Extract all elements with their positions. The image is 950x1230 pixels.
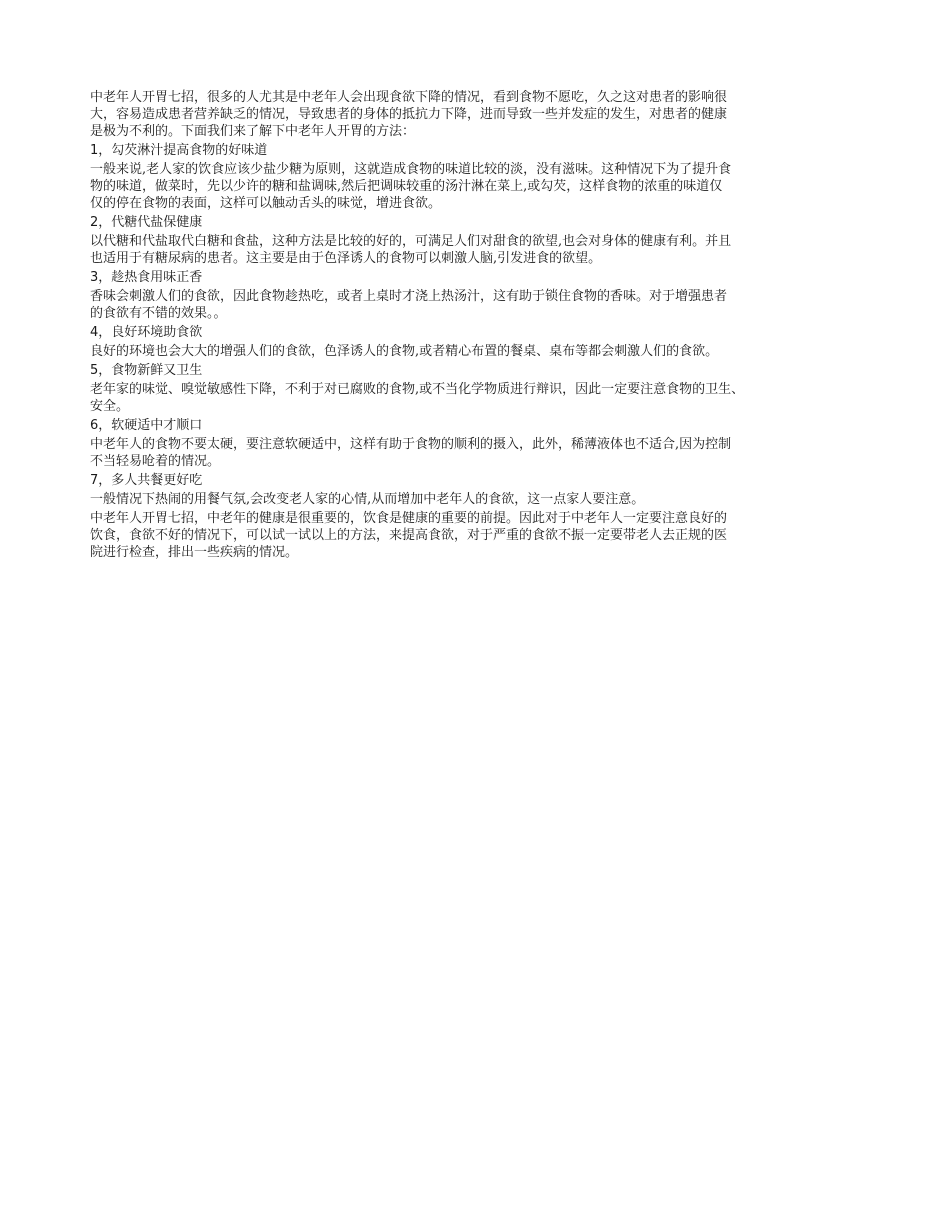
section-body-5: 老年家的味觉、嗅觉敏感性下降，不利于对已腐败的食物,或不当化学物质进行辩识，因此一定要注意食物的卫生、 安全。 [90, 382, 745, 414]
section-heading-2: 2，代糖代盐保健康 [90, 215, 203, 230]
section-body-3: 香味会刺激人们的食欲，因此食物趁热吃，或者上桌时才浇上热汤汁，这有助于锁住食物的香味。对于增强患者 的食欲有不错的效果。。 [90, 289, 728, 321]
section-heading-7: 7，多人共餐更好吃 [90, 473, 203, 488]
section-heading-4: 4，良好环境助食欲 [90, 325, 203, 340]
section-heading-5: 5，食物新鲜又卫生 [90, 363, 203, 378]
section-heading-3: 3，趁热食用味正香 [90, 270, 203, 285]
section-body-6: 中老年人的食物不要太硬，要注意软硬适中，这样有助于食物的顺利的摄入，此外，稀薄液体也不适合,因为控制 不当轻易呛着的情况。 [90, 437, 732, 469]
document-page [90, 89, 875, 563]
conclusion-paragraph: 中老年人开胃七招，中老年的健康是很重要的，饮食是健康的重要的前提。因此对于中老年人一定要注意良好的 饮食，食欲不好的情况下，可以试一试以上的方法，来提高食欲，对于严重的食欲不振一定要带老人去正规的医 院进行检查，排出一些疾病的情况。 [90, 511, 728, 560]
section-heading-6: 6，软硬适中才顺口 [90, 418, 203, 433]
section-heading-1: 1，勾芡淋汁提高食物的好味道 [90, 143, 268, 158]
section-body-1: 一般来说,老人家的饮食应该少盐少糖为原则，这就造成食物的味道比较的淡，没有滋味。这种情况下为了提升食 物的味道，做菜时，先以少许的糖和盐调味,然后把调味较重的汤汁淋在菜上,或勾芡，这样食物的浓重的味道仅 仅的停在食物的表面，这样可以触动舌头的味觉，增进食欲。 [90, 162, 732, 211]
section-body-7: 一般情况下热闹的用餐气氛,会改变老人家的心情,从而增加中老年人的食欲，这一点家人要注意。 [90, 492, 645, 507]
section-body-4: 良好的环境也会大大的增强人们的食欲，色泽诱人的食物,或者精心布置的餐桌、桌布等都会刺激人们的食欲。 [90, 344, 719, 359]
section-body-2: 以代糖和代盐取代白糖和食盐，这种方法是比较的好的，可满足人们对甜食的欲望,也会对身体的健康有利。并且 也适用于有糖尿病的患者。这主要是由于色泽诱人的食物可以刺激人脑,引发进食的欲望。 [90, 234, 732, 266]
intro-paragraph: 中老年人开胃七招，很多的人尤其是中老年人会出现食欲下降的情况，看到食物不愿吃，久之这对患者的影响很 大，容易造成患者营养缺乏的情况，导致患者的身体的抵抗力下降，进而导致一些并发症的发生，对患者的健康 是极为不利的。下面我们来了解下中老年人开胃的方法： [90, 90, 728, 139]
